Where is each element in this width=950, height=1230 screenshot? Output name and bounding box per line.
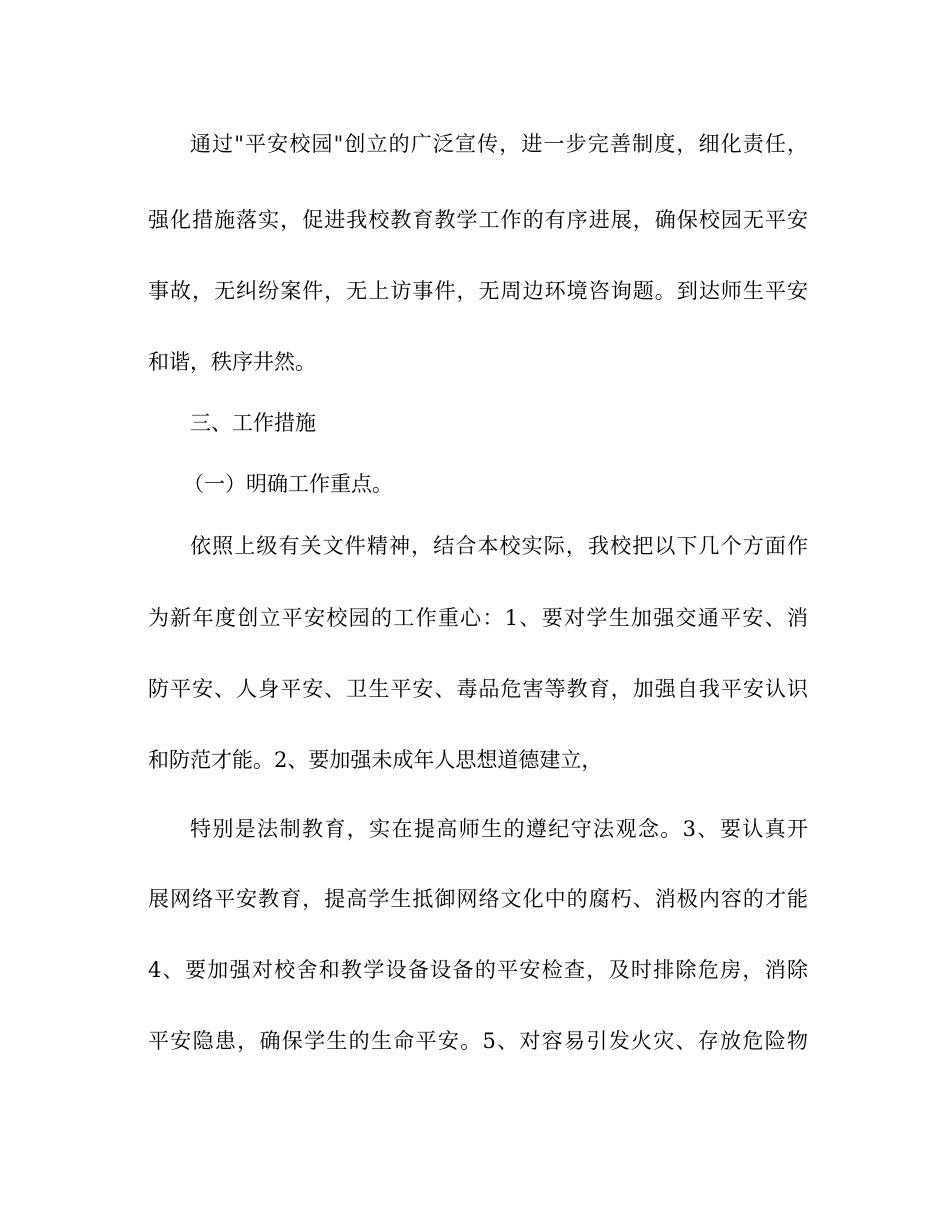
section-heading: 三、工作措施 <box>190 411 316 435</box>
paragraph-line: 和谐，秩序井然。 <box>148 350 316 374</box>
paragraph-line: 防平安、人身平安、卫生平安、毒品危害等教育，加强自我平安认识 <box>148 677 808 701</box>
paragraph-line: 依照上级有关文件精神，结合本校实际，我校把以下几个方面作 <box>190 534 808 558</box>
paragraph-line: 展网络平安教育，提高学生抵御网络文化中的腐朽、消极内容的才能 <box>148 887 808 911</box>
paragraph-line: 通过"平安校园"创立的广泛宣传，进一步完善制度，细化责任， <box>190 132 808 156</box>
paragraph-line: 特别是法制教育，实在提高师生的遵纪守法观念。3、要认真开 <box>190 817 808 841</box>
paragraph-line: 为新年度创立平安校园的工作重心：1、要对学生加强交通平安、消 <box>148 606 808 630</box>
paragraph-line: 和防范才能。2、要加强未成年人思想道德建立， <box>148 748 603 772</box>
paragraph-line: 事故，无纠纷案件，无上访事件，无周边环境咨询题。到达师生平安 <box>148 279 808 303</box>
paragraph-line: 4、要加强对校舍和教学设备设备的平安检查，及时排除危房，消除 <box>148 958 808 982</box>
subsection-heading: （一）明确工作重点。 <box>183 472 393 496</box>
paragraph-line: 平安隐患，确保学生的生命平安。5、对容易引发火灾、存放危险物 <box>148 1029 808 1053</box>
paragraph-line: 强化措施落实，促进我校教育教学工作的有序进展，确保校园无平安 <box>148 208 808 232</box>
